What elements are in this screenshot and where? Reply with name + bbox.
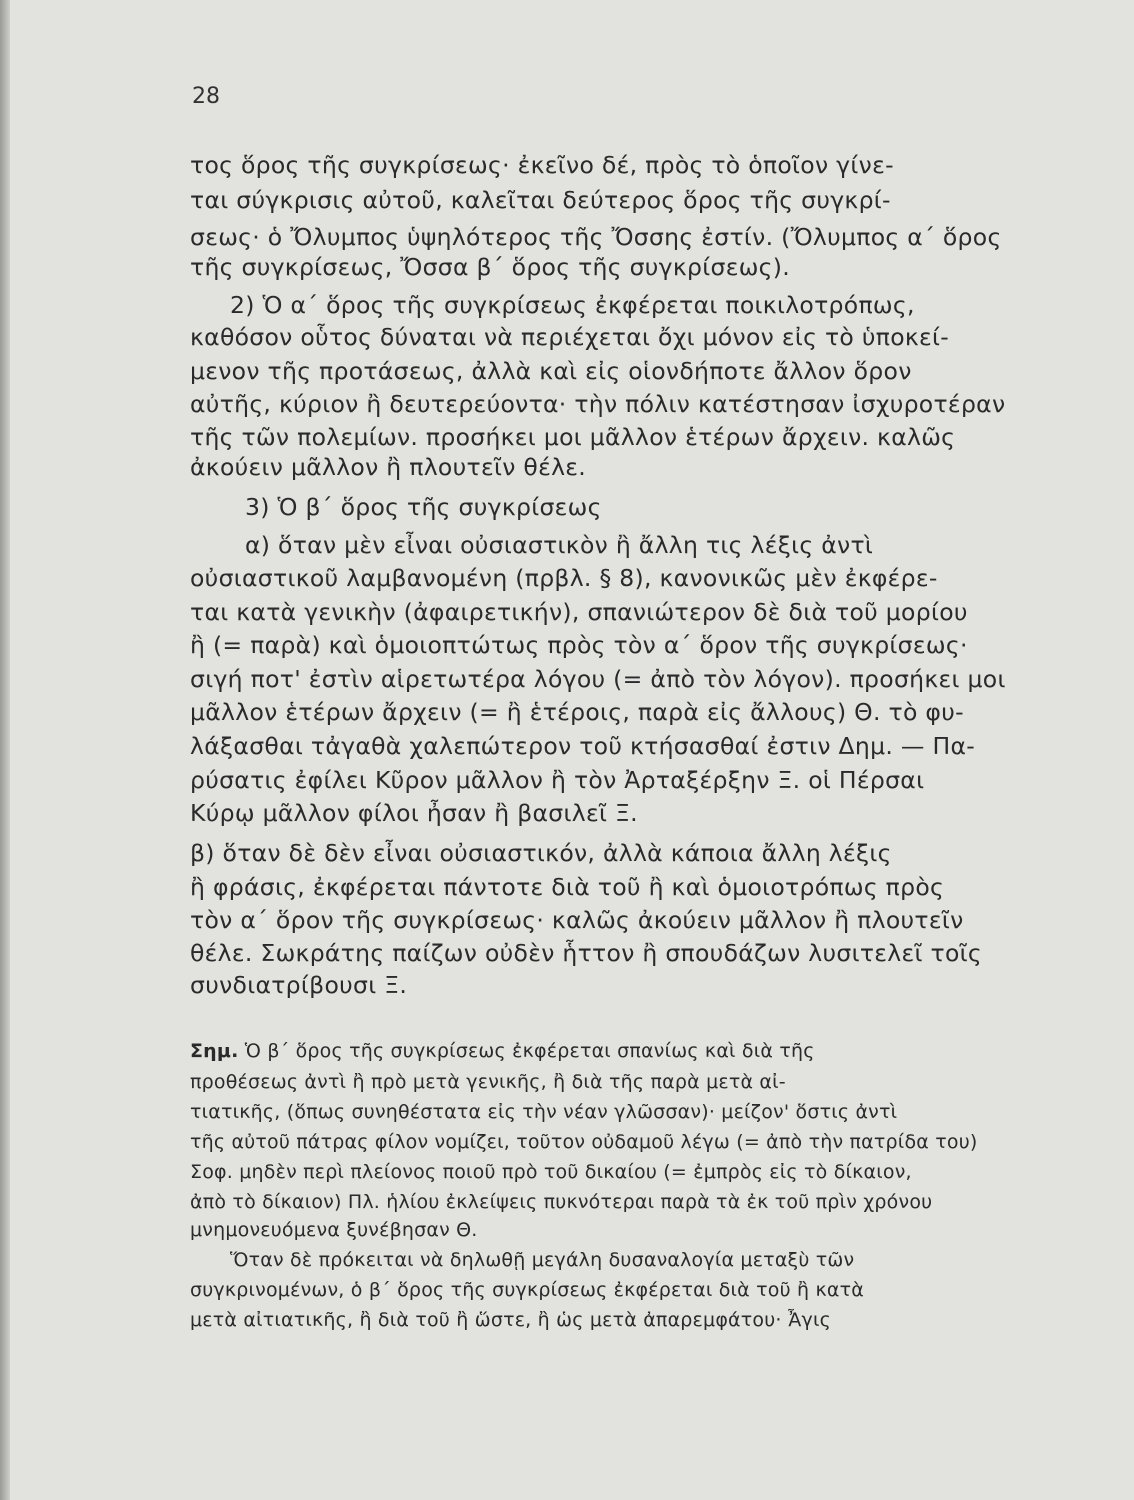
- text-line: ται κατὰ γενικὴν (ἀφαιρετικήν), σπανιώτερον δὲ διὰ τοῦ μορίου: [190, 598, 968, 626]
- note-line: Ὅταν δὲ πρόκειται νὰ δηλωθῇ μεγάλη δυσαναλογία μεταξὺ τῶν: [230, 1249, 855, 1271]
- text-line: Κύρῳ μᾶλλον φίλοι ἦσαν ἢ βασιλεῖ Ξ.: [190, 799, 638, 827]
- page-edge: [0, 0, 10, 1500]
- text-line: θέλε. Σωκράτης παίζων οὐδὲν ἧττον ἢ σπουδάζων λυσιτελεῖ τοῖς: [190, 939, 982, 967]
- text-line: ἢ φράσις, ἐκφέρεται πάντοτε διὰ τοῦ ἢ καὶ ὁμοιοτρόπως πρὸς: [190, 873, 945, 901]
- note-line: μετὰ αἰτιατικῆς, ἢ διὰ τοῦ ἢ ὥστε, ἢ ὡς μετὰ ἀπαρεμφάτου· Ἆγις: [190, 1309, 831, 1331]
- note-line: προθέσεως ἀντὶ ἢ πρὸ μετὰ γενικῆς, ἢ διὰ τῆς παρὰ μετὰ αἰ-: [190, 1071, 786, 1093]
- text-line: οὐσιαστικοῦ λαμβανομένη (πρβλ. § 8), κανονικῶς μὲν ἐκφέρε-: [190, 564, 938, 592]
- text-line: μᾶλλον ἑτέρων ἄρχειν (= ἢ ἑτέροις, παρὰ εἰς ἄλλους) Θ. τὸ φυ-: [190, 698, 964, 726]
- note-line: τιατικῆς, (ὅπως συνηθέστατα εἰς τὴν νέαν γλῶσσαν)· μείζον' ὅστις ἀντὶ: [190, 1101, 898, 1123]
- text-line: αὐτῆς, κύριον ἢ δευτερεύοντα· τὴν πόλιν κατέστησαν ἰσχυροτέραν: [190, 390, 1006, 418]
- text-line: καθόσον οὗτος δύναται νὰ περιέχεται ὄχι μόνον εἰς τὸ ὑποκεί-: [190, 323, 950, 351]
- text-line: τος ὅρος τῆς συγκρίσεως· ἐκεῖνο δέ, πρὸς τὸ ὁποῖον γίνε-: [190, 151, 894, 179]
- text-line: ἀκούειν μᾶλλον ἢ πλουτεῖν θέλε.: [190, 453, 587, 481]
- text-line: λάξασθαι τἀγαθὰ χαλεπώτερον τοῦ κτήσασθαί ἐστιν Δημ. — Πα-: [190, 732, 976, 760]
- text-line: ἢ (= παρὰ) καὶ ὁμοιοπτώτως πρὸς τὸν α΄ ὅρον τῆς συγκρίσεως·: [190, 631, 968, 659]
- text-line: συνδιατρίβουσι Ξ.: [190, 971, 408, 999]
- text-line: 2) Ὁ α΄ ὅρος τῆς συγκρίσεως ἐκφέρεται ποικιλοτρόπως,: [230, 291, 915, 319]
- text-line: τὸν α΄ ὅρον τῆς συγκρίσεως· καλῶς ἀκούειν μᾶλλον ἢ πλουτεῖν: [190, 906, 964, 934]
- page-number: 28: [192, 84, 220, 109]
- text-line: τῆς τῶν πολεμίων. προσήκει μοι μᾶλλον ἑτέρων ἄρχειν. καλῶς: [190, 423, 956, 451]
- text-line: σεως· ὁ Ὄλυμπος ὑψηλότερος τῆς Ὄσσης ἐστίν. (Ὄλυμπος α΄ ὅρος: [190, 223, 1002, 251]
- text-line: ται σύγκρισις αὐτοῦ, καλεῖται δεύτερος ὅρος τῆς συγκρί-: [190, 186, 891, 214]
- text-line: β) ὅταν δὲ δὲν εἶναι οὐσιαστικόν, ἀλλὰ κάποια ἄλλη λέξις: [190, 839, 892, 867]
- text-line: ρύσατις ἐφίλει Κῦρον μᾶλλον ἢ τὸν Ἀρταξέρξην Ξ. οἱ Πέρσαι: [190, 766, 925, 794]
- text-line: σιγή ποτ' ἐστὶν αἱρετωτέρα λόγου (= ἀπὸ τὸν λόγον). προσήκει μοι: [190, 665, 1006, 693]
- note-text: Ὁ β΄ ὅρος τῆς συγκρίσεως ἐκφέρεται σπανίως καὶ διὰ τῆς: [244, 1040, 815, 1062]
- note-line: [190, 1036, 815, 1066]
- note-line: μνημονευόμενα ξυνέβησαν Θ.: [190, 1219, 478, 1241]
- note-line: τῆς αὐτοῦ πάτρας φίλον νομίζει, τοῦτον οὐδαμοῦ λέγω (= ἀπὸ τὴν πατρίδα του): [190, 1131, 978, 1153]
- note-line: Σοφ. μηδὲν περὶ πλείονος ποιοῦ πρὸ τοῦ δικαίου (= ἐμπρὸς εἰς τὸ δίκαιον,: [190, 1161, 912, 1183]
- text-line: τῆς συγκρίσεως, Ὄσσα β΄ ὅρος τῆς συγκρίσεως).: [190, 253, 791, 281]
- text-line: α) ὅταν μὲν εἶναι οὐσιαστικὸν ἢ ἄλλη τις λέξις ἀντὶ: [245, 531, 874, 559]
- note-line: συγκρινομένων, ὁ β΄ ὅρος τῆς συγκρίσεως ἐκφέρεται διὰ τοῦ ἢ κατὰ: [190, 1279, 864, 1301]
- note-label: Σημ.: [190, 1040, 239, 1062]
- note-line: ἀπὸ τὸ δίκαιον) Πλ. ἡλίου ἐκλείψεις πυκνότεραι παρὰ τὰ ἐκ τοῦ πρὶν χρόνου: [190, 1191, 933, 1213]
- text-line: μενον τῆς προτάσεως, ἀλλὰ καὶ εἰς οἱονδήποτε ἄλλον ὅρον: [190, 357, 912, 385]
- text-line: 3) Ὁ β΄ ὅρος τῆς συγκρίσεως: [245, 493, 602, 521]
